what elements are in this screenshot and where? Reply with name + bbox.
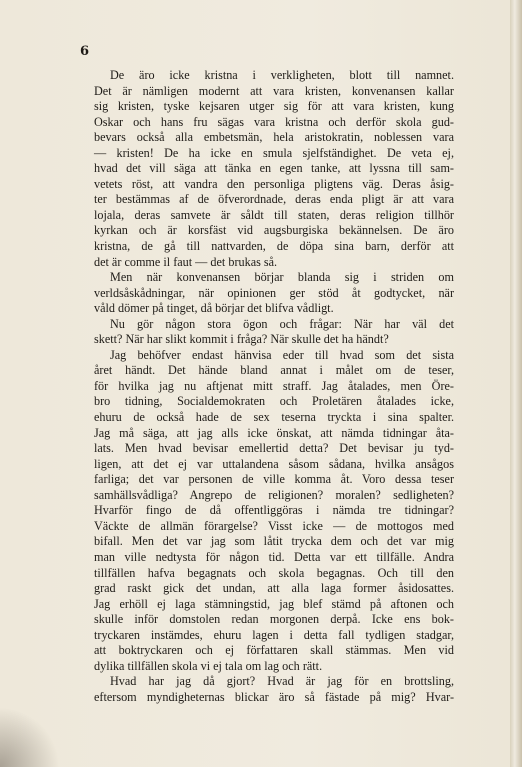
text-line: De äro icke kristna i verkligheten, blott till namnet.: [110, 68, 454, 82]
text-line: man ville nedtysta för någon tid. Detta var ett tillfälle. Andra: [94, 549, 454, 564]
text-line: Det är nämligen modernt att vara kristen, konvenansen kallar: [94, 83, 454, 98]
text-line: Jag erhöll ej laga stämningstid, jag blef stämd på aftonen och: [94, 596, 454, 611]
text-line: bro tidning, Socialdemokraten och Proletären åtalades icke,: [94, 394, 454, 409]
text-line: kristna, de gå till nattvarden, de döpa sina barn, derför att: [94, 239, 454, 254]
text-line: samhällsvådliga? Angrepo de religionen? moralen? sedligheten?: [94, 487, 454, 502]
text-line: hvad det vill säga att tänka en egen tanke, att lyssna till sam-: [94, 161, 454, 176]
text-line: grad raskt gick det undan, att alla laga former åsidosattes.: [94, 581, 454, 596]
text-line: kyrkan och är korsfäst vid augsburgiska bekännelsen. De äro: [94, 223, 454, 238]
text-line: — kristen! De ha icke en smula sjelfständighet. De veta ej,: [94, 145, 454, 160]
text-line: skett? När har slikt kommit i fråga? När skulle det ha händt?: [94, 332, 389, 347]
text-line: våld dömer på tinget, då börjar det blifva vådligt.: [94, 301, 334, 316]
text-line: verldsåskådningar, när opinionen ger stöd åt godtycket, när: [94, 285, 454, 300]
text-line: ter bestämmas af de öfverordnade, deras enda pligt är att vara: [94, 192, 454, 207]
text-line: eftersom myndigheternas blickar äro så fästade på mig? Hvar-: [94, 689, 454, 704]
text-line: lats. Men hvad bevisar emellertid detta? Det bevisar ju tyd-: [94, 441, 454, 456]
text-line: tryckaren instämdes, ehuru lagen i detta fall tydligen stadgar,: [94, 627, 454, 642]
text-line: att boktryckaren och ej författaren skall stämmas. Men vid: [94, 643, 454, 658]
text-line: Jag må säga, att jag alls icke önskat, att nämda tidningar åta-: [94, 425, 454, 440]
text-line: det är comme il faut — det brukas så.: [94, 254, 278, 269]
text-line: för hvilka jag nu aftjenat mitt straff. Jag åtalades, men Öre-: [94, 378, 454, 393]
text-line: farliga; det var personen de ville komma åt. Voro dessa teser: [94, 472, 454, 487]
text-line: bifall. Men det var jag som låtit trycka dem och det var mig: [94, 534, 454, 549]
text-line: dylika tillfällen skola vi ej tala om lag och rätt.: [94, 658, 323, 673]
page-edge: [510, 0, 522, 767]
text-line: Jag behöfver endast hänvisa eder till hvad som det sista: [110, 347, 454, 362]
text-line: Oskar och hans fru sägas vara kristna och derför skola gud-: [94, 114, 454, 129]
text-line: Väckte de allmän förargelse? Visst icke — de mottogos med: [94, 518, 454, 533]
text-line: ligen, att det ej var uttalandena såsom sådana, hvilka ansågos: [94, 456, 454, 471]
text-line: Men när konvenansen börjar blanda sig i striden om: [110, 270, 454, 285]
page-number: 6: [80, 44, 90, 59]
text-line: vetets röst, att vandra den personliga pligtens väg. Deras åsig-: [94, 176, 454, 191]
text-line: Hvarför fingo de då offentliggöras i nämda tre tidningar?: [94, 503, 454, 518]
page-corner-shadow: [0, 707, 60, 767]
text-line: lojala, deras samvete är såldt till staten, deras religion tillhör: [94, 207, 454, 222]
text-line: ehuru de också hade de sex teserna tryckta i sina spalter.: [94, 410, 454, 425]
text-line: tillfällen hafva begagnats och skola begagnas. Och till den: [94, 565, 454, 580]
text-line: bevars också alla embetsmän, hela aristokratin, noblessen vara: [94, 130, 454, 145]
text-line: året händt. Det hände bland annat i målet om de teser,: [94, 363, 454, 378]
text-line: Hvad har jag då gjort? Hvad är jag för en brottsling,: [110, 674, 454, 689]
body-text: [94, 68, 454, 705]
text-line: sig kristen, tyske kejsaren utger sig för att vara kristen, kung: [94, 99, 454, 114]
text-line: Nu gör någon stora ögon och frågar: När har väl det: [110, 316, 454, 331]
text-line: skulle inför domstolen redan morgonen derpå. Icke ens bok-: [94, 612, 454, 627]
